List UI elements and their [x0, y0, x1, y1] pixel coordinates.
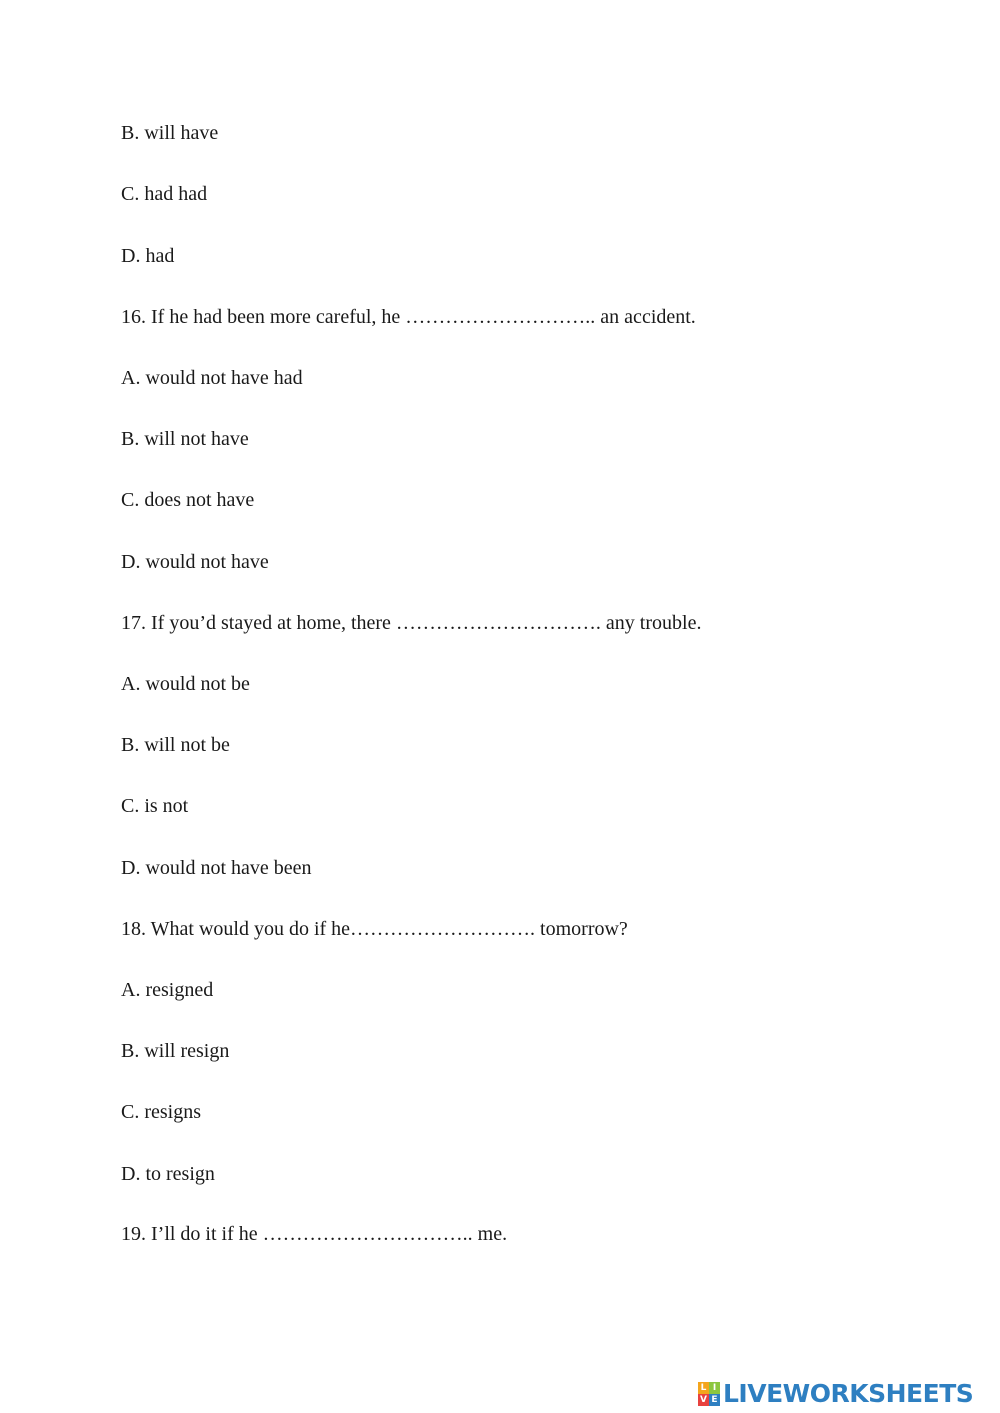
option-c-q17: C. is not	[121, 795, 189, 817]
option-b-q18: B. will resign	[121, 1040, 230, 1062]
option-b-q16: B. will not have	[121, 428, 249, 450]
question-18: 18. What would you do if he………………………. tomorrow?	[121, 918, 628, 940]
option-d-q17: D. would not have been	[121, 857, 312, 879]
option-b-q15: B. will have	[121, 122, 219, 144]
option-b-q17: B. will not be	[121, 734, 230, 756]
logo-wordmark: LIVEWORKSHEETS	[723, 1379, 974, 1408]
logo-tile-l: L	[698, 1382, 709, 1394]
logo-tile-i: I	[709, 1382, 720, 1394]
question-16: 16. If he had been more careful, he ……………………….. an accident.	[121, 306, 696, 328]
question-19: 19. I’ll do it if he ………………………….. me.	[121, 1223, 508, 1245]
option-d-q16: D. would not have	[121, 551, 269, 573]
option-a-q16: A. would not have had	[121, 367, 303, 389]
logo-tile-e: E	[709, 1394, 720, 1406]
option-c-q18: C. resigns	[121, 1101, 201, 1123]
logo-tile-v: V	[698, 1394, 709, 1406]
option-d-q15: D. had	[121, 245, 175, 267]
question-17: 17. If you’d stayed at home, there …………………………. any trouble.	[121, 612, 702, 634]
option-c-q15: C. had had	[121, 183, 208, 205]
option-d-q18: D. to resign	[121, 1163, 215, 1185]
option-a-q17: A. would not be	[121, 673, 250, 695]
liveworksheets-logo-icon	[698, 1382, 720, 1406]
option-a-q18: A. resigned	[121, 979, 214, 1001]
liveworksheets-logo	[698, 1378, 973, 1410]
option-c-q16: C. does not have	[121, 489, 255, 511]
